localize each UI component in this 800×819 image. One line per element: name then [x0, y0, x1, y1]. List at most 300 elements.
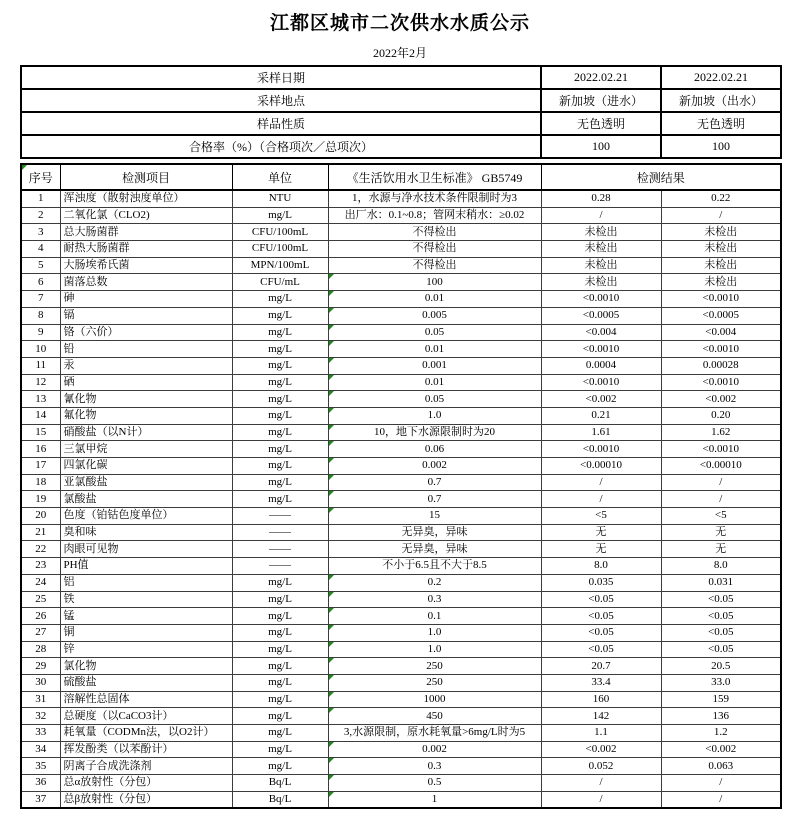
row-item: 铬（六价）: [60, 324, 232, 341]
row-no: 29: [21, 658, 60, 675]
row-standard: 不得检出: [328, 224, 541, 241]
table-row: [21, 608, 781, 625]
row-result-outlet: 无: [661, 541, 781, 558]
row-standard: 无异臭，异味: [328, 541, 541, 558]
row-result-inlet: <0.0010: [541, 441, 661, 458]
table-row: [21, 658, 781, 675]
table-row: [21, 190, 781, 207]
row-result-inlet: 未检出: [541, 224, 661, 241]
row-result-outlet: 无: [661, 524, 781, 541]
table-row: [21, 274, 781, 291]
row-result-outlet: 未检出: [661, 241, 781, 258]
test-rows: [21, 190, 781, 808]
row-result-inlet: <0.0010: [541, 341, 661, 358]
row-unit: ——: [232, 508, 328, 525]
row-unit: mg/L: [232, 725, 328, 742]
row-standard: 1，水源与净水技术条件限制时为3: [328, 190, 541, 207]
row-standard: 250: [328, 658, 541, 675]
row-no: 20: [21, 508, 60, 525]
row-result-outlet: 未检出: [661, 274, 781, 291]
row-result-outlet: /: [661, 207, 781, 224]
row-result-inlet: 0.0004: [541, 357, 661, 374]
info-label: 采样地点: [21, 89, 541, 112]
row-result-inlet: 1.1: [541, 725, 661, 742]
row-no: 5: [21, 257, 60, 274]
table-row: [21, 341, 781, 358]
row-result-inlet: 0.21: [541, 407, 661, 424]
row-no: 30: [21, 674, 60, 691]
row-no: 31: [21, 691, 60, 708]
row-standard: 不得检出: [328, 241, 541, 258]
row-standard: 0.1: [328, 608, 541, 625]
excel-error-flag: [329, 391, 334, 396]
row-item: 浑浊度（散射浊度单位）: [60, 190, 232, 207]
info-row-sample-nature: [21, 112, 781, 135]
row-unit: Bq/L: [232, 791, 328, 808]
table-row: [21, 508, 781, 525]
row-no: 13: [21, 391, 60, 408]
row-result-inlet: <0.0010: [541, 374, 661, 391]
row-result-inlet: 无: [541, 524, 661, 541]
row-no: 25: [21, 591, 60, 608]
excel-error-flag: [329, 475, 334, 480]
row-unit: mg/L: [232, 458, 328, 475]
row-item: 总α放射性（分包）: [60, 775, 232, 792]
row-no: 16: [21, 441, 60, 458]
row-unit: ——: [232, 524, 328, 541]
table-row: [21, 775, 781, 792]
row-result-inlet: 未检出: [541, 257, 661, 274]
row-no: 36: [21, 775, 60, 792]
row-item: 铜: [60, 624, 232, 641]
row-unit: mg/L: [232, 691, 328, 708]
row-result-outlet: /: [661, 775, 781, 792]
row-unit: mg/L: [232, 608, 328, 625]
row-result-inlet: <0.00010: [541, 458, 661, 475]
row-unit: mg/L: [232, 624, 328, 641]
row-result-outlet: <5: [661, 508, 781, 525]
row-item: 四氯化碳: [60, 458, 232, 475]
row-result-outlet: <0.05: [661, 608, 781, 625]
row-no: 24: [21, 574, 60, 591]
row-standard: 0.002: [328, 741, 541, 758]
row-result-inlet: 8.0: [541, 558, 661, 575]
row-no: 14: [21, 407, 60, 424]
row-result-inlet: <0.002: [541, 391, 661, 408]
page-title: 江都区城市二次供水水质公示: [269, 13, 530, 34]
row-item: 氰化物: [60, 391, 232, 408]
row-standard: 0.7: [328, 474, 541, 491]
row-result-outlet: 0.00028: [661, 357, 781, 374]
row-result-outlet: <0.002: [661, 391, 781, 408]
report-month: 2022年2月: [372, 46, 427, 60]
row-result-inlet: 33.4: [541, 674, 661, 691]
row-item: 三氯甲烷: [60, 441, 232, 458]
row-unit: mg/L: [232, 474, 328, 491]
row-result-outlet: 8.0: [661, 558, 781, 575]
row-unit: mg/L: [232, 307, 328, 324]
info-label: 合格率（%）（合格项次／总项次）: [21, 135, 541, 158]
row-unit: MPN/100mL: [232, 257, 328, 274]
row-no: 19: [21, 491, 60, 508]
row-result-outlet: <0.05: [661, 591, 781, 608]
row-unit: mg/L: [232, 708, 328, 725]
row-item: 镉: [60, 307, 232, 324]
row-no: 12: [21, 374, 60, 391]
row-unit: mg/L: [232, 758, 328, 775]
row-standard: 0.01: [328, 374, 541, 391]
row-standard: 1.0: [328, 624, 541, 641]
row-result-inlet: <0.05: [541, 608, 661, 625]
excel-error-flag: [22, 165, 27, 170]
row-unit: mg/L: [232, 374, 328, 391]
row-result-outlet: 未检出: [661, 224, 781, 241]
excel-error-flag: [329, 692, 334, 697]
row-result-inlet: 20.7: [541, 658, 661, 675]
row-result-outlet: <0.0010: [661, 291, 781, 308]
row-result-outlet: 159: [661, 691, 781, 708]
table-row: [21, 791, 781, 808]
row-item: 硫酸盐: [60, 674, 232, 691]
excel-error-flag: [329, 508, 334, 513]
row-item: 汞: [60, 357, 232, 374]
excel-error-flag: [329, 491, 334, 496]
row-standard: 0.06: [328, 441, 541, 458]
table-row: [21, 241, 781, 258]
excel-error-flag: [329, 458, 334, 463]
table-row: [21, 374, 781, 391]
row-no: 21: [21, 524, 60, 541]
row-standard: 0.3: [328, 758, 541, 775]
row-result-inlet: /: [541, 791, 661, 808]
row-result-inlet: <0.05: [541, 624, 661, 641]
excel-error-flag: [329, 441, 334, 446]
row-item: 硒: [60, 374, 232, 391]
row-item: 耗氧量（CODMn法，以O2计）: [60, 725, 232, 742]
row-no: 4: [21, 241, 60, 258]
row-standard: 0.3: [328, 591, 541, 608]
info-value-outlet: 新加坡（出水）: [661, 89, 781, 112]
excel-error-flag: [329, 274, 334, 279]
excel-error-flag: [329, 675, 334, 680]
row-result-outlet: 20.5: [661, 658, 781, 675]
row-result-inlet: /: [541, 491, 661, 508]
row-no: 7: [21, 291, 60, 308]
row-result-inlet: 0.052: [541, 758, 661, 775]
row-standard: 0.5: [328, 775, 541, 792]
table-row: [21, 591, 781, 608]
table-row: [21, 758, 781, 775]
info-label: 样品性质: [21, 112, 541, 135]
row-unit: mg/L: [232, 441, 328, 458]
row-result-inlet: /: [541, 474, 661, 491]
row-item: 氯酸盐: [60, 491, 232, 508]
info-value-outlet: 无色透明: [661, 112, 781, 135]
row-standard: 0.2: [328, 574, 541, 591]
row-result-outlet: <0.00010: [661, 458, 781, 475]
sampling-info-table: [20, 65, 782, 159]
row-standard: 不得检出: [328, 257, 541, 274]
row-no: 1: [21, 190, 60, 207]
row-standard: 无异臭，异味: [328, 524, 541, 541]
excel-error-flag: [329, 408, 334, 413]
row-item: 臭和味: [60, 524, 232, 541]
row-result-outlet: /: [661, 474, 781, 491]
table-row: [21, 291, 781, 308]
row-result-outlet: <0.0010: [661, 341, 781, 358]
row-result-outlet: 33.0: [661, 674, 781, 691]
table-row: [21, 741, 781, 758]
row-item: 铝: [60, 574, 232, 591]
row-item: 耐热大肠菌群: [60, 241, 232, 258]
row-result-inlet: 未检出: [541, 241, 661, 258]
row-result-inlet: 142: [541, 708, 661, 725]
col-header-no: 序号: [21, 164, 60, 190]
row-result-inlet: 0.035: [541, 574, 661, 591]
row-unit: CFU/100mL: [232, 224, 328, 241]
row-no: 18: [21, 474, 60, 491]
row-unit: mg/L: [232, 591, 328, 608]
excel-error-flag: [329, 608, 334, 613]
row-no: 15: [21, 424, 60, 441]
row-no: 26: [21, 608, 60, 625]
info-value-inlet: 2022.02.21: [541, 66, 661, 89]
row-standard: 1: [328, 791, 541, 808]
row-no: 22: [21, 541, 60, 558]
row-result-inlet: <0.05: [541, 641, 661, 658]
info-value-inlet: 100: [541, 135, 661, 158]
row-item: 挥发酚类（以苯酚计）: [60, 741, 232, 758]
row-item: 铅: [60, 341, 232, 358]
row-unit: mg/L: [232, 658, 328, 675]
row-standard: 250: [328, 674, 541, 691]
row-item: 氟化物: [60, 407, 232, 424]
excel-error-flag: [329, 425, 334, 430]
row-unit: NTU: [232, 190, 328, 207]
excel-error-flag: [329, 308, 334, 313]
info-row-sampling-location: [21, 89, 781, 112]
table-row: [21, 207, 781, 224]
row-unit: mg/L: [232, 357, 328, 374]
row-no: 9: [21, 324, 60, 341]
row-unit: mg/L: [232, 674, 328, 691]
excel-error-flag: [329, 375, 334, 380]
row-item: 色度（铂钴色度单位）: [60, 508, 232, 525]
row-result-outlet: <0.0010: [661, 374, 781, 391]
excel-error-flag: [329, 658, 334, 663]
info-value-outlet: 100: [661, 135, 781, 158]
row-result-outlet: 136: [661, 708, 781, 725]
table-row: [21, 691, 781, 708]
row-no: 11: [21, 357, 60, 374]
info-value-inlet: 无色透明: [541, 112, 661, 135]
row-result-outlet: 1.2: [661, 725, 781, 742]
row-item: 锰: [60, 608, 232, 625]
row-result-inlet: 160: [541, 691, 661, 708]
row-unit: mg/L: [232, 741, 328, 758]
row-no: 2: [21, 207, 60, 224]
row-item: 硝酸盐（以N计）: [60, 424, 232, 441]
row-standard: 1.0: [328, 407, 541, 424]
row-unit: mg/L: [232, 424, 328, 441]
excel-error-flag: [329, 792, 334, 797]
table-row: [21, 574, 781, 591]
row-no: 10: [21, 341, 60, 358]
excel-error-flag: [329, 625, 334, 630]
row-unit: mg/L: [232, 641, 328, 658]
row-item: 总硬度（以CaCO3计）: [60, 708, 232, 725]
row-no: 33: [21, 725, 60, 742]
row-result-outlet: 1.62: [661, 424, 781, 441]
table-row: [21, 708, 781, 725]
test-results-table: [20, 163, 782, 809]
info-row-sampling-date: [21, 66, 781, 89]
row-no: 3: [21, 224, 60, 241]
row-standard: 10，地下水源限制时为20: [328, 424, 541, 441]
row-item: 肉眼可见物: [60, 541, 232, 558]
row-result-inlet: <0.002: [541, 741, 661, 758]
table-row: [21, 324, 781, 341]
table-row: [21, 725, 781, 742]
table-row: [21, 624, 781, 641]
row-item: 锌: [60, 641, 232, 658]
row-result-outlet: 未检出: [661, 257, 781, 274]
row-result-inlet: 未检出: [541, 274, 661, 291]
row-result-inlet: <0.004: [541, 324, 661, 341]
row-result-inlet: 1.61: [541, 424, 661, 441]
row-result-outlet: <0.0010: [661, 441, 781, 458]
excel-error-flag: [329, 341, 334, 346]
row-result-inlet: <0.0010: [541, 291, 661, 308]
row-item: 总β放射性（分包）: [60, 791, 232, 808]
row-item: 二氧化氯（CLO2): [60, 207, 232, 224]
row-result-outlet: <0.05: [661, 641, 781, 658]
row-no: 37: [21, 791, 60, 808]
row-no: 27: [21, 624, 60, 641]
row-result-outlet: <0.002: [661, 741, 781, 758]
excel-error-flag: [329, 575, 334, 580]
row-result-outlet: 0.063: [661, 758, 781, 775]
table-row: [21, 491, 781, 508]
excel-error-flag: [329, 642, 334, 647]
row-no: 28: [21, 641, 60, 658]
row-result-inlet: 0.28: [541, 190, 661, 207]
row-unit: mg/L: [232, 391, 328, 408]
row-standard: 0.01: [328, 291, 541, 308]
excel-error-flag: [329, 592, 334, 597]
row-unit: mg/L: [232, 407, 328, 424]
row-result-inlet: /: [541, 775, 661, 792]
col-header-unit: 单位: [232, 164, 328, 190]
row-item: 铁: [60, 591, 232, 608]
excel-error-flag: [329, 742, 334, 747]
table-row: [21, 424, 781, 441]
row-unit: mg/L: [232, 207, 328, 224]
row-item: 氯化物: [60, 658, 232, 675]
row-standard: 0.05: [328, 391, 541, 408]
col-header-item: 检测项目: [60, 164, 232, 190]
row-unit: mg/L: [232, 341, 328, 358]
excel-error-flag: [329, 775, 334, 780]
table-row: [21, 441, 781, 458]
info-value-inlet: 新加坡（进水）: [541, 89, 661, 112]
row-standard: 450: [328, 708, 541, 725]
row-standard: 1.0: [328, 641, 541, 658]
row-no: 35: [21, 758, 60, 775]
row-no: 34: [21, 741, 60, 758]
row-unit: mg/L: [232, 574, 328, 591]
row-standard: 出厂水：0.1~0.8；管网末稍水：≥0.02: [328, 207, 541, 224]
row-unit: Bq/L: [232, 775, 328, 792]
row-standard: 不小于6.5且不大于8.5: [328, 558, 541, 575]
row-standard: 0.002: [328, 458, 541, 475]
row-item: 总大肠菌群: [60, 224, 232, 241]
results-header-row: [21, 164, 781, 190]
excel-error-flag: [329, 758, 334, 763]
row-standard: 0.01: [328, 341, 541, 358]
row-result-inlet: 无: [541, 541, 661, 558]
row-no: 6: [21, 274, 60, 291]
row-result-inlet: /: [541, 207, 661, 224]
table-row: [21, 524, 781, 541]
table-row: [21, 257, 781, 274]
row-standard: 0.7: [328, 491, 541, 508]
row-unit: mg/L: [232, 324, 328, 341]
row-item: 菌落总数: [60, 274, 232, 291]
row-standard: 0.005: [328, 307, 541, 324]
row-result-outlet: 0.20: [661, 407, 781, 424]
row-result-outlet: <0.004: [661, 324, 781, 341]
row-no: 8: [21, 307, 60, 324]
row-result-outlet: /: [661, 791, 781, 808]
table-row: [21, 224, 781, 241]
row-standard: 0.05: [328, 324, 541, 341]
row-item: 砷: [60, 291, 232, 308]
excel-error-flag: [329, 358, 334, 363]
table-row: [21, 558, 781, 575]
excel-error-flag: [329, 291, 334, 296]
row-no: 32: [21, 708, 60, 725]
row-result-outlet: /: [661, 491, 781, 508]
table-row: [21, 674, 781, 691]
table-row: [21, 391, 781, 408]
excel-error-flag: [329, 708, 334, 713]
info-row-pass-rate: [21, 135, 781, 158]
row-result-outlet: 0.22: [661, 190, 781, 207]
row-standard: 3,水源限制，原水耗氧量>6mg/L时为5: [328, 725, 541, 742]
row-result-outlet: <0.05: [661, 624, 781, 641]
row-item: 亚氯酸盐: [60, 474, 232, 491]
row-unit: CFU/mL: [232, 274, 328, 291]
col-header-standard: 《生活饮用水卫生标准》 GB5749: [328, 164, 541, 190]
row-standard: 15: [328, 508, 541, 525]
row-unit: mg/L: [232, 491, 328, 508]
table-row: [21, 357, 781, 374]
row-no: 23: [21, 558, 60, 575]
row-standard: 1000: [328, 691, 541, 708]
row-standard: 0.001: [328, 357, 541, 374]
row-unit: ——: [232, 541, 328, 558]
excel-error-flag: [329, 325, 334, 330]
row-item: 阴离子合成洗涤剂: [60, 758, 232, 775]
row-result-inlet: <0.0005: [541, 307, 661, 324]
row-standard: 100: [328, 274, 541, 291]
row-no: 17: [21, 458, 60, 475]
row-item: 大肠埃希氏菌: [60, 257, 232, 274]
col-header-result: 检测结果: [541, 164, 781, 190]
row-result-outlet: 0.031: [661, 574, 781, 591]
table-row: [21, 541, 781, 558]
